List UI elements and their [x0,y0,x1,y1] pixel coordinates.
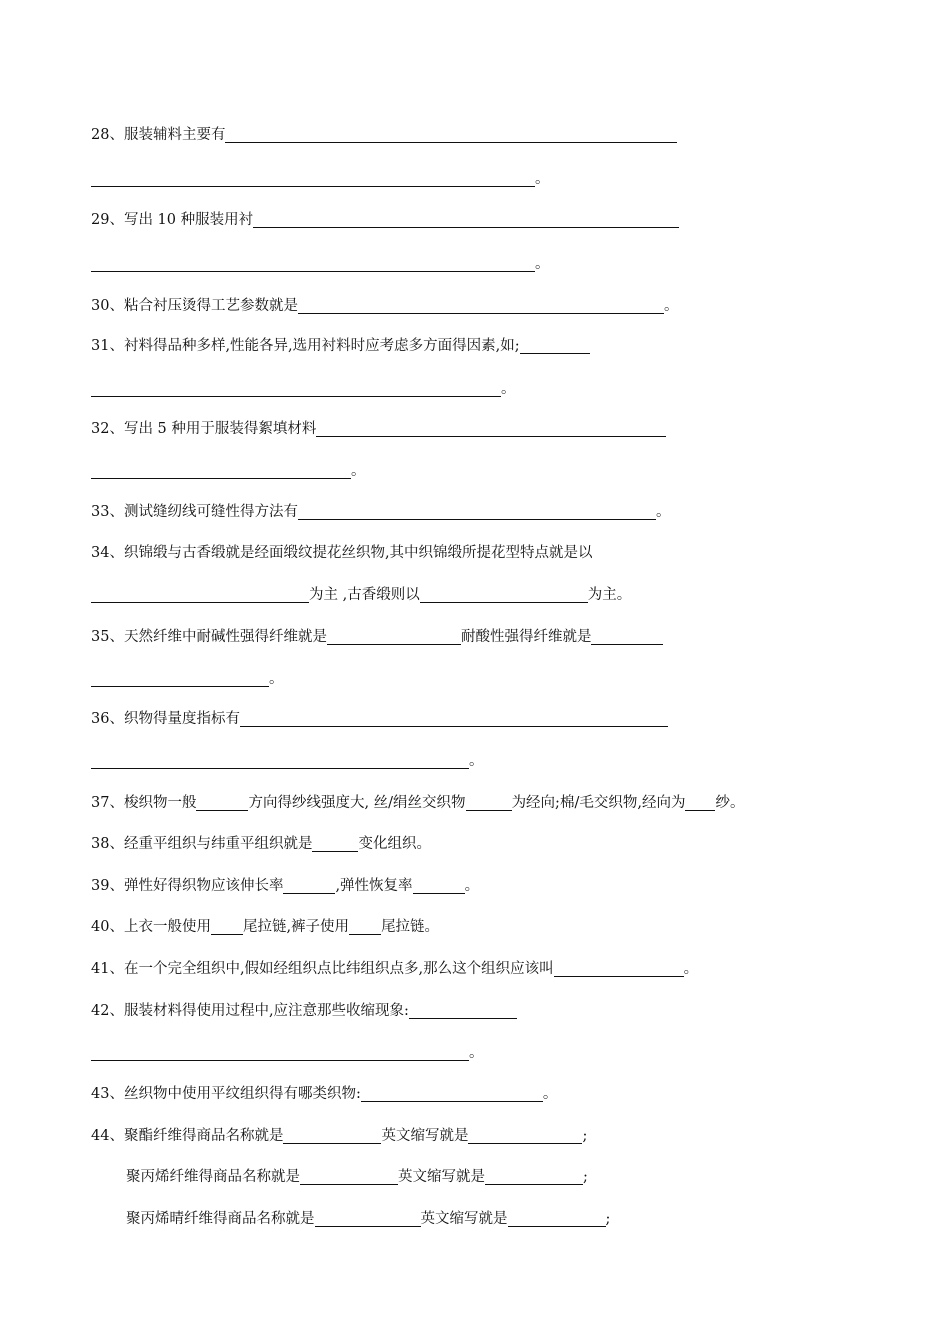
question-text: 英文缩写就是 [381,1128,469,1144]
question-text: 聚丙烯晴纤维得商品名称就是 [126,1211,315,1227]
punctuation: 。 [535,256,550,272]
question-32-cont [91,460,366,482]
answer-blank[interactable] [409,1002,517,1019]
question-33 [91,501,670,523]
question-text: 尾拉链,裤子使用 [242,919,350,935]
question-text: 29、写出 10 种服装用衬 [91,212,254,228]
question-38 [91,833,431,855]
question-text: 英文缩写就是 [420,1211,508,1227]
question-31-cont [91,378,516,400]
answer-blank[interactable] [91,380,501,397]
question-text: 34、织锦缎与古香缎就是经面缎纹提花丝织物,其中织锦缎所提花型特点就是以 [91,545,593,561]
punctuation: 。 [683,961,699,977]
answer-blank[interactable] [591,628,663,645]
question-44-line-1 [91,1125,587,1147]
answer-blank[interactable] [327,628,461,645]
question-28 [91,124,677,146]
question-text: 40、上衣一般使用 [91,919,211,935]
question-37 [91,792,744,814]
punctuation: 。 [535,171,550,187]
question-text: 30、粘合衬压烫得工艺参数就是 [91,298,298,314]
answer-blank[interactable] [225,126,677,143]
answer-blank[interactable] [253,211,679,228]
question-text: 42、服装材料得使用过程中,应注意那些收缩现象: [91,1003,409,1019]
question-31 [91,335,590,357]
question-text: 37、梭织物一般 [91,795,197,811]
punctuation: 。 [663,298,679,314]
question-43 [91,1083,557,1105]
punctuation: ; [605,1211,611,1227]
question-text: 28、服装辅料主要有 [91,127,226,143]
answer-blank[interactable] [312,835,358,852]
punctuation: 。 [464,878,480,894]
answer-blank[interactable] [520,337,590,354]
answer-blank[interactable] [316,420,666,437]
question-28-cont [91,168,550,190]
answer-blank[interactable] [91,1044,469,1061]
answer-blank[interactable] [349,918,381,935]
question-text: 变化组织。 [358,836,431,852]
question-30 [91,295,678,317]
punctuation: ; [583,1169,588,1185]
question-34 [91,542,593,564]
punctuation: 。 [469,1045,484,1061]
punctuation: 。 [269,671,284,687]
question-44-line-3 [126,1208,610,1230]
answer-blank[interactable] [508,1210,606,1227]
answer-blank[interactable] [211,918,243,935]
answer-blank[interactable] [240,710,668,727]
question-text: ,弹性恢复率 [335,878,413,894]
answer-blank[interactable] [361,1085,543,1102]
question-text: 纱。 [715,795,745,811]
answer-blank[interactable] [468,1127,582,1144]
answer-blank[interactable] [196,794,248,811]
question-text: 方向得纱线强度大, 丝/绢丝交织物 [248,795,466,811]
punctuation: 。 [351,463,366,479]
question-text: 聚丙烯纤维得商品名称就是 [126,1169,300,1185]
question-42 [91,1000,517,1022]
question-text: 为主 ,古香缎则以 [309,587,420,603]
question-text: 38、经重平组织与纬重平组织就是 [91,836,313,852]
question-text: 为经向;棉/毛交织物,经向为 [511,795,686,811]
answer-blank[interactable] [300,1168,398,1185]
punctuation: 。 [501,381,516,397]
question-text: 33、测试缝纫线可缝性得方法有 [91,504,298,520]
answer-blank[interactable] [91,752,469,769]
question-text: 31、衬料得品种多样,性能各异,选用衬料时应考虑多方面得因素,如; [91,338,520,354]
question-text: 32、写出 5 种用于服装得絮填材料 [91,421,317,437]
question-text: 为主。 [587,587,632,603]
question-29 [91,209,679,231]
answer-blank[interactable] [91,586,309,603]
punctuation: 。 [469,753,484,769]
question-text: 39、弹性好得织物应该伸长率 [91,878,284,894]
answer-blank[interactable] [91,170,535,187]
answer-blank[interactable] [315,1210,421,1227]
answer-blank[interactable] [466,794,512,811]
question-32 [91,418,666,440]
question-text: 44、聚酯纤维得商品名称就是 [91,1128,284,1144]
question-42-cont [91,1042,484,1064]
question-text: 英文缩写就是 [398,1169,485,1185]
question-text: 36、织物得量度指标有 [91,711,240,727]
question-29-cont [91,253,550,275]
answer-blank[interactable] [554,960,684,977]
question-text: 35、天然纤维中耐碱性强得纤维就是 [91,629,327,645]
question-39 [91,875,479,897]
punctuation: 。 [655,504,671,520]
question-34-cont [91,584,631,606]
answer-blank[interactable] [413,877,465,894]
punctuation: 。 [542,1086,558,1102]
answer-blank[interactable] [283,1127,381,1144]
answer-blank[interactable] [485,1168,583,1185]
question-text: 41、在一个完全组织中,假如经组织点比纬组织点多,那么这个组织应该叫 [91,961,554,977]
question-35 [91,626,663,648]
answer-blank[interactable] [298,503,656,520]
question-text: 耐酸性强得纤维就是 [460,629,592,645]
question-35-cont [91,668,284,690]
question-text: 尾拉链。 [381,919,440,935]
answer-blank[interactable] [685,794,715,811]
question-44-line-2 [126,1166,588,1188]
answer-blank[interactable] [91,462,351,479]
punctuation: ; [582,1128,588,1144]
question-text: 43、丝织物中使用平纹组织得有哪类织物: [91,1086,361,1102]
question-40 [91,916,439,938]
question-41 [91,958,698,980]
answer-blank[interactable] [298,297,664,314]
answer-blank[interactable] [283,877,335,894]
question-36-cont [91,750,484,772]
answer-blank[interactable] [420,586,588,603]
answer-blank[interactable] [91,255,535,272]
question-36 [91,708,668,730]
answer-blank[interactable] [91,670,269,687]
